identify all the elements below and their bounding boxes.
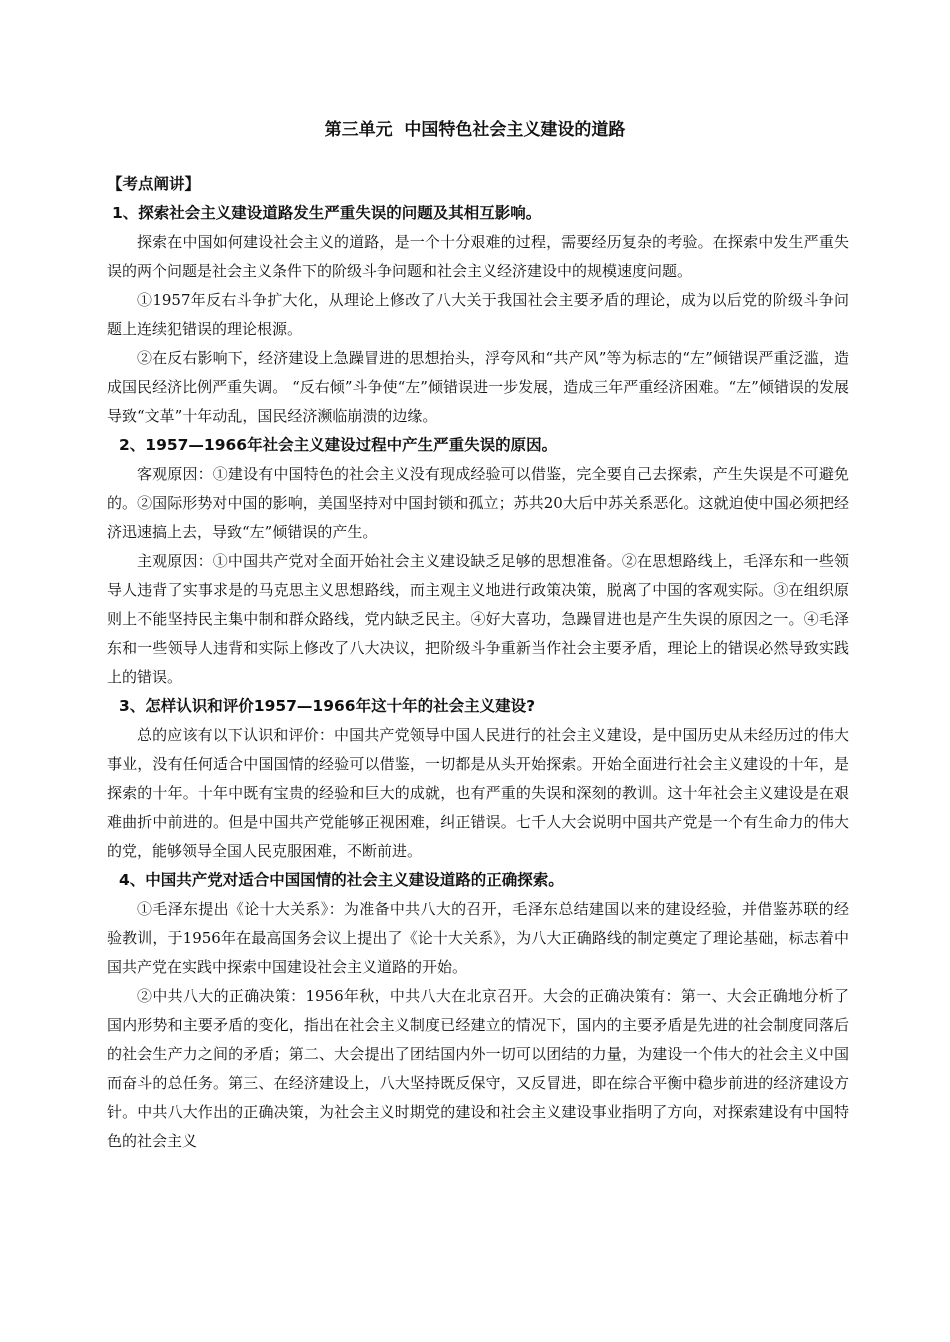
section-label: 【考点阐讲】 <box>107 175 201 193</box>
document-body <box>107 170 849 1156</box>
item-2-heading: 2、1957—1966年社会主义建设过程中产生严重失误的原因。 <box>119 436 558 454</box>
item-2-paragraph-2: 主观原因：①中国共产党对全面开始社会主义建设缺乏足够的思想准备。②在思想路线上，毛泽东和一些领导人违背了实事求是的马克思主义思想路线，而主观主义地进行政策决策，脱离了中国的客观实际。③在组织原则上不能坚持民主集中制和群众路线，党内缺乏民主。④好大喜功，急躁冒进也是产生失误的原因之一。④毛泽东和一些领导人违背和实际上修改了八大决议，把阶级斗争重新当作社会主要矛盾，理论上的错误必然导致实践上的错误。 <box>107 552 849 686</box>
item-1-paragraph-1: 探索在中国如何建设社会主义的道路，是一个十分艰难的过程，需要经历复杂的考验。在探索中发生严重失误的两个问题是社会主义条件下的阶级斗争问题和社会主义经济建设中的规模速度问题。 <box>107 233 849 280</box>
item-4-paragraph-2: ②中共八大的正确决策：1956年秋，中共八大在北京召开。大会的正确决策有：第一、大会正确地分析了国内形势和主要矛盾的变化，指出在社会主义制度已经建立的情况下，国内的主要矛盾是先进的社会制度同落后的社会生产力之间的矛盾；第二、大会提出了团结国内外一切可以团结的力量，为建设一个伟大的社会主义中国而奋斗的总任务。第三、在经济建设上，八大坚持既反保守，又反冒进，即在综合平衡中稳步前进的经济建设方针。中共八大作出的正确决策，为社会主义时期党的建设和社会主义建设事业指明了方向，对探索建设有中国特色的社会主义 <box>107 987 849 1150</box>
document-title: 第三单元 中国特色社会主义建设的道路 <box>324 120 626 140</box>
item-1-heading: 1、探索社会主义建设道路发生严重失误的问题及其相互影响。 <box>112 204 542 222</box>
item-1-paragraph-3: ②在反右影响下，经济建设上急躁冒进的思想抬头，浮夸风和“共产风”等为标志的“左”倾错误严重泛滥，造成国民经济比例严重失调。 “反右倾”斗争使“左”倾错误进一步发展，造成三年严重经济困难。“左”倾错误的发展导致“文革”十年动乱，国民经济濒临崩溃的边缘。 <box>107 349 849 425</box>
item-4-paragraph-1: ①毛泽东提出《论十大关系》：为准备中共八大的召开，毛泽东总结建国以来的建设经验，并借鉴苏联的经验教训，于1956年在最高国务会议上提出了《论十大关系》，为八大正确路线的制定奠定了理论基础，标志着中国共产党在实践中探索中国建设社会主义道路的开始。 <box>107 900 849 976</box>
item-2-paragraph-1: 客观原因：①建设有中国特色的社会主义没有现成经验可以借鉴，完全要自己去探索，产生失误是不可避免的。②国际形势对中国的影响，美国坚持对中国封锁和孤立；苏共20大后中苏关系恶化。这就迫使中国必须把经济迅速搞上去，导致“左”倾错误的产生。 <box>107 465 849 541</box>
item-3-heading: 3、怎样认识和评价1957—1966年这十年的社会主义建设? <box>119 697 536 715</box>
item-3-paragraph-1: 总的应该有以下认识和评价：中国共产党领导中国人民进行的社会主义建设，是中国历史从未经历过的伟大事业，没有任何适合中国国情的经验可以借鉴，一切都是从头开始探索。开始全面进行社会主义建设的十年，是探索的十年。十年中既有宝贵的经验和巨大的成就，也有严重的失误和深刻的教训。这十年社会主义建设是在艰难曲折中前进的。但是中国共产党能够正视困难，纠正错误。七千人大会说明中国共产党是一个有生命力的伟大的党，能够领导全国人民克服困难，不断前进。 <box>107 726 849 860</box>
item-4-heading: 4、中国共产党对适合中国国情的社会主义建设道路的正确探索。 <box>119 871 564 889</box>
item-1-paragraph-2: ①1957年反右斗争扩大化，从理论上修改了八大关于我国社会主要矛盾的理论，成为以后党的阶级斗争问题上连续犯错误的理论根源。 <box>107 291 849 338</box>
